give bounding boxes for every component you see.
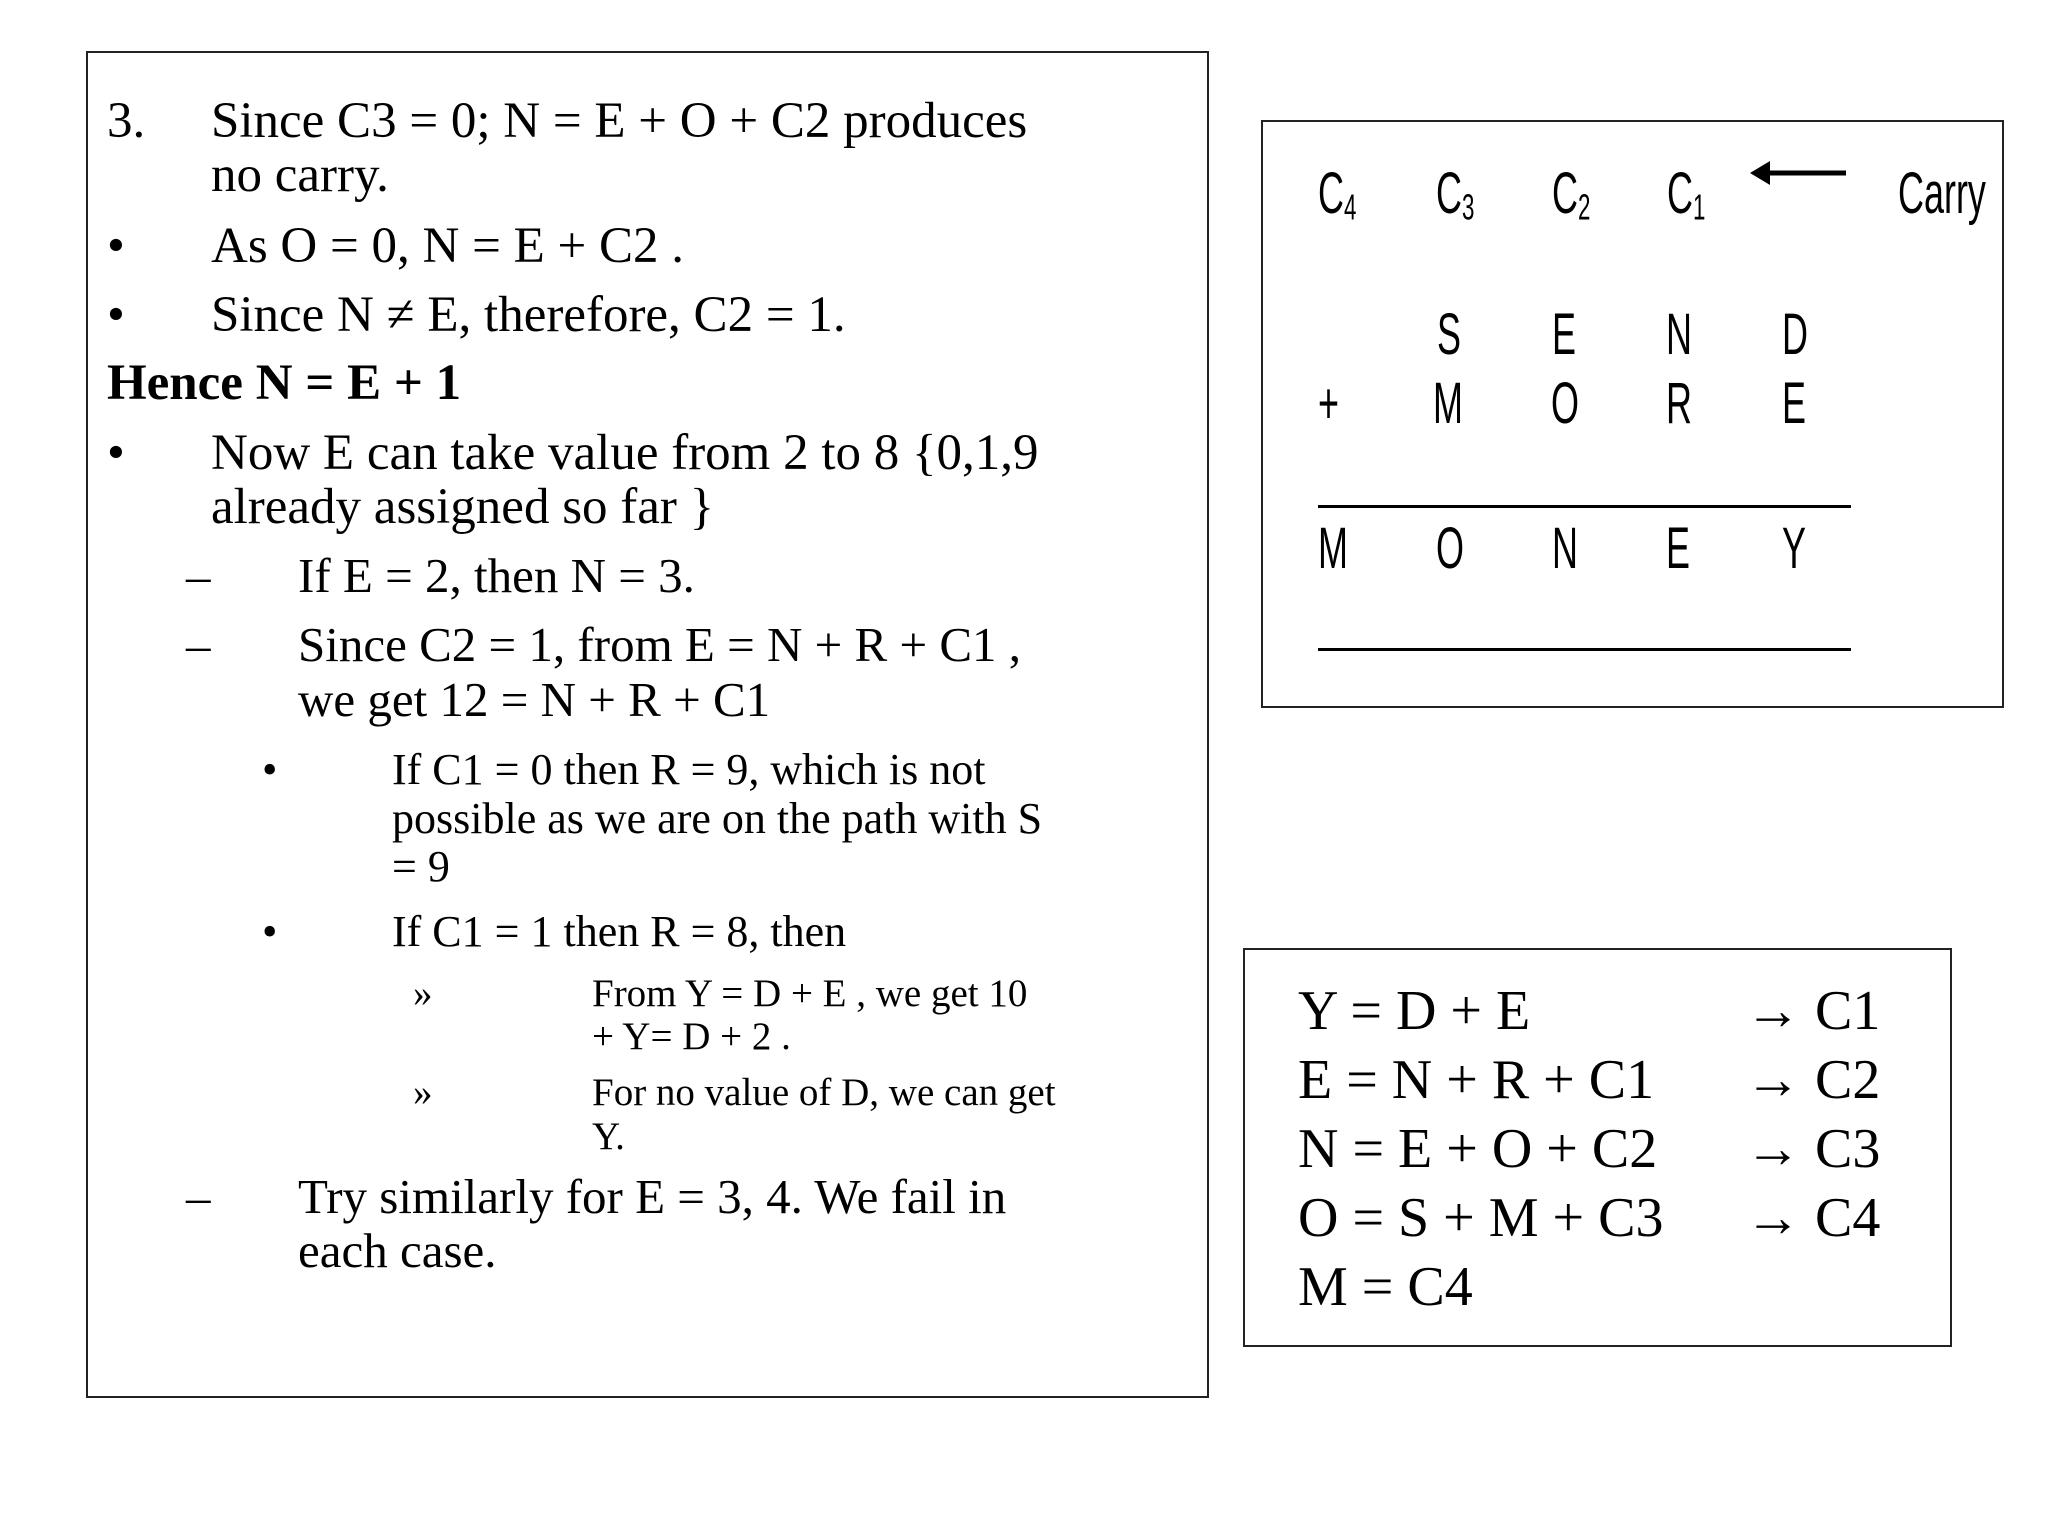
bottom-rule <box>1318 648 1851 651</box>
digit-r: R <box>1666 371 1692 436</box>
equation-lhs: Y = D + E <box>1298 980 1531 1042</box>
text-line: + Y= D + 2 . <box>592 1015 791 1058</box>
digit-e: E <box>1782 371 1806 436</box>
equation-lhs: O = S + M + C3 <box>1298 1187 1664 1249</box>
right-arrow-icon: → <box>1745 1118 1801 1180</box>
left-arrow-icon <box>1750 155 1850 191</box>
text-line: Try similarly for E = 3, 4. We fail in <box>298 1169 1007 1224</box>
digit-e: E <box>1552 302 1576 367</box>
carry-c4: C4 <box>1318 161 1357 228</box>
bullet-icon: • <box>107 287 125 343</box>
right-arrow-icon: → <box>1745 1049 1801 1111</box>
dash-icon: – <box>186 548 211 603</box>
bullet-icon: • <box>262 745 278 794</box>
carry-c3: C3 <box>1436 161 1475 228</box>
digit-s: S <box>1437 302 1461 367</box>
text-line: already assigned so far } <box>211 479 715 535</box>
digit-n: N <box>1666 302 1692 367</box>
carry-c2: C2 <box>1552 161 1591 228</box>
text-line: Since C3 = 0; N = E + O + C2 produces <box>211 93 1028 149</box>
result-y: Y <box>1782 516 1806 581</box>
bullet-icon: • <box>262 907 278 956</box>
right-arrow-icon: → <box>1745 980 1801 1042</box>
result-e: E <box>1666 516 1690 581</box>
equation-carry: C1 <box>1815 980 1881 1042</box>
bullet-icon: • <box>107 425 125 481</box>
text-line: we get 12 = N + R + C1 <box>298 672 771 727</box>
equation-lhs: E = N + R + C1 <box>1298 1049 1655 1111</box>
text-line: Now E can take value from 2 to 8 {0,1,9 <box>211 425 1039 481</box>
bullet-icon: • <box>107 218 125 274</box>
sum-rule <box>1318 505 1851 508</box>
result-m: M <box>1318 516 1348 581</box>
text-line: Since N ≠ E, therefore, C2 = 1. <box>211 287 846 343</box>
raquo-icon: » <box>413 1071 433 1114</box>
text-line: = 9 <box>392 842 450 891</box>
dash-icon: – <box>186 1169 211 1224</box>
text-line: Y. <box>592 1115 625 1158</box>
digit-o: O <box>1551 371 1579 436</box>
equation-carry: C2 <box>1815 1049 1881 1111</box>
carry-label: Carry <box>1898 161 1986 226</box>
dash-icon: – <box>186 617 211 672</box>
text-line: If C1 = 1 then R = 8, then <box>392 907 847 956</box>
text-line: If C1 = 0 then R = 9, which is not <box>392 745 986 794</box>
text-line: Since C2 = 1, from E = N + R + C1 , <box>298 617 1022 672</box>
text-line: If E = 2, then N = 3. <box>298 548 695 603</box>
digit-d: D <box>1782 302 1808 367</box>
plus-sign: + <box>1318 371 1340 436</box>
result-o: O <box>1436 516 1464 581</box>
text-line: For no value of D, we can get <box>592 1071 1056 1114</box>
hence-heading: Hence N = E + 1 <box>107 355 462 411</box>
carry-c1: C1 <box>1667 161 1706 228</box>
equation-carry: C3 <box>1815 1118 1881 1180</box>
equation-lhs: N = E + O + C2 <box>1298 1118 1658 1180</box>
result-n: N <box>1552 516 1578 581</box>
text-line: no carry. <box>211 147 389 203</box>
text-line: From Y = D + E , we get 10 <box>592 972 1028 1015</box>
text-line: possible as we are on the path with S <box>392 794 1043 843</box>
addition-table <box>1261 120 2004 708</box>
text-line: As O = 0, N = E + C2 . <box>211 218 685 274</box>
equation-carry: C4 <box>1815 1187 1881 1249</box>
text-line: each case. <box>298 1223 497 1278</box>
right-arrow-icon: → <box>1745 1187 1801 1249</box>
raquo-icon: » <box>413 972 433 1015</box>
digit-m: M <box>1433 371 1463 436</box>
step-number: 3. <box>107 93 146 149</box>
equation-lhs: M = C4 <box>1298 1256 1473 1318</box>
